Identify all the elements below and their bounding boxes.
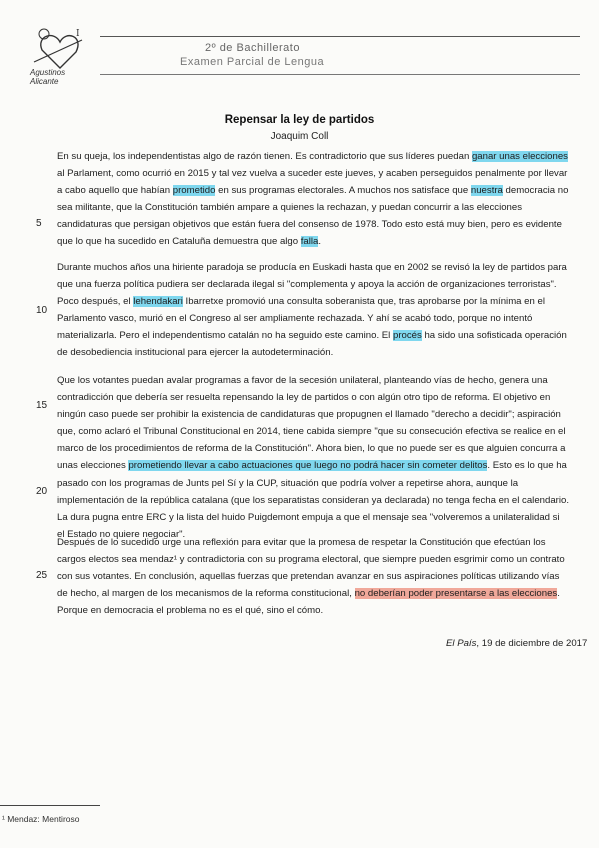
source-signature xyxy=(446,638,587,649)
header-rule-bottom xyxy=(100,74,580,75)
line-number-20: 20 xyxy=(36,486,48,497)
footnote: ¹ Mendaz: Mentiroso xyxy=(2,814,80,824)
highlighted-phrase: prometiendo llevar a cabo actuaciones que luego no podrá hacer sin cometer delitos xyxy=(128,460,488,472)
source-date: , 19 de diciembre de 2017 xyxy=(476,638,588,649)
header-course: 2º de Bachillerato xyxy=(205,42,300,54)
highlighted-phrase: ganar unas elecciones xyxy=(471,151,568,162)
paragraph-1: En su queja, los independentistas algo de razón tienen. Es contradictorio que sus líderes puedan ganar unas elecciones al Parlament, como ocurrió en 2015 y tal vez vuelva a suceder este jueves, y acaben perseguidos penalmente por llevar a cabo aquello que habían prometido en sus programas electorales. A muchos nos satisface que nuestra democracia no sea militante, que la Constitución también ampare a quienes la rechazan, y puedan concurrir a las elecciones candidaturas que persigan objetivos que están fuera del consenso de 1978. Todo esto está muy bien, pero es evidente que lo que ha sucedido en Cataluña demuestra que algo falla. xyxy=(57,151,569,248)
line-number-15: 15 xyxy=(36,400,48,411)
footnote-rule xyxy=(0,805,100,806)
header-exam: Examen Parcial de Lengua xyxy=(180,56,325,68)
highlighted-phrase: prometido xyxy=(172,185,216,197)
highlighted-phrase: nuestra xyxy=(470,185,503,197)
line-number-25: 25 xyxy=(36,570,48,581)
highlighted-phrase: falla xyxy=(300,236,319,248)
header-rule-top xyxy=(100,36,580,37)
source-name: El País xyxy=(446,638,477,649)
paragraph-2: Durante muchos años una hiriente paradoja se producía en Euskadi hasta que en 2002 se revisó la ley de partidos para que una fuerza política pudiera ser declarada ilegal si "complementa y apoya la acción de organizaciones terroristas". Poco después, el lehendakari Ibarretxe promovió una consulta soberanista que, tras aprobarse por la mínima en el Parlamento vasco, murió en el Congreso al ser ampliamente rechazada. Y ahí se acabó todo, porque no intentó materializarla. Pero el independentismo catalán no ha seguido este camino. El procés ha sido una sofisticada operación de desobediencia institucional para ejercer la autodeterminación. xyxy=(57,262,567,359)
highlighted-phrase: procés xyxy=(392,330,422,342)
svg-text:I: I xyxy=(76,29,80,39)
paragraph-4: Después de lo sucedido urge una reflexión para evitar que la promesa de respetar la Constitución que efectúan los cargos electos sea mendaz¹ y contradictoria con su programa electoral, que siempre pueden esgrimir como un contrato con sus votantes. En conclusión, aquellas fuerzas que pretendan avanzar en sus aspiraciones políticas utilizando vías de hecho, al margen de los mecanismos de la reforma constitucional, no deberían poder presentarse a las elecciones. Porque en democracia el problema no es el qué, sino el cómo. xyxy=(57,537,565,617)
logo-caption: Agustinos Alicante xyxy=(30,68,66,86)
article-title: Repensar la ley de partidos xyxy=(224,114,375,126)
line-number-5: 5 xyxy=(36,218,42,229)
article-author: Joaquim Coll xyxy=(270,131,329,142)
highlighted-phrase: no deberían poder presentarse a las elecciones xyxy=(354,588,558,600)
line-number-10: 10 xyxy=(36,305,48,316)
highlighted-phrase: lehendakari xyxy=(133,296,183,308)
paragraph-3: Que los votantes puedan avalar programas a favor de la secesión unilateral, planteando vías de hecho, genera una contradicción que debería ser resuelta repensando la ley de partidos o con algún otro tipo de reforma. El objetivo en ningún caso puede ser prohibir la existencia de candidaturas que propugnen el llamado "derecho a decidir"; aspiración que, como aclaró el Tribunal Constitucional en 2014, tiene cabida siempre "que su consecución efectiva se realice en el marco de los procedimientos de reforma de la Constitución". Ahora bien, lo que no puede ser es que alguien concurra a unas elecciones prometiendo llevar a cabo actuaciones que luego no podrá hacer sin cometer delitos. Esto es lo que ha pasado con los programas de Junts pel Sí y la CUP, situación que podría volver a repetirse ahora, aunque la implementación de la república catalana (que los separatistas consideran ya declarada) no tenga fecha en el calendario. La dura pugna entre ERC y la lista del huido Puigdemont empuja a que el mensaje sea "volveremos a unilateralidad si el Estado no quiere negociar". xyxy=(57,375,569,540)
